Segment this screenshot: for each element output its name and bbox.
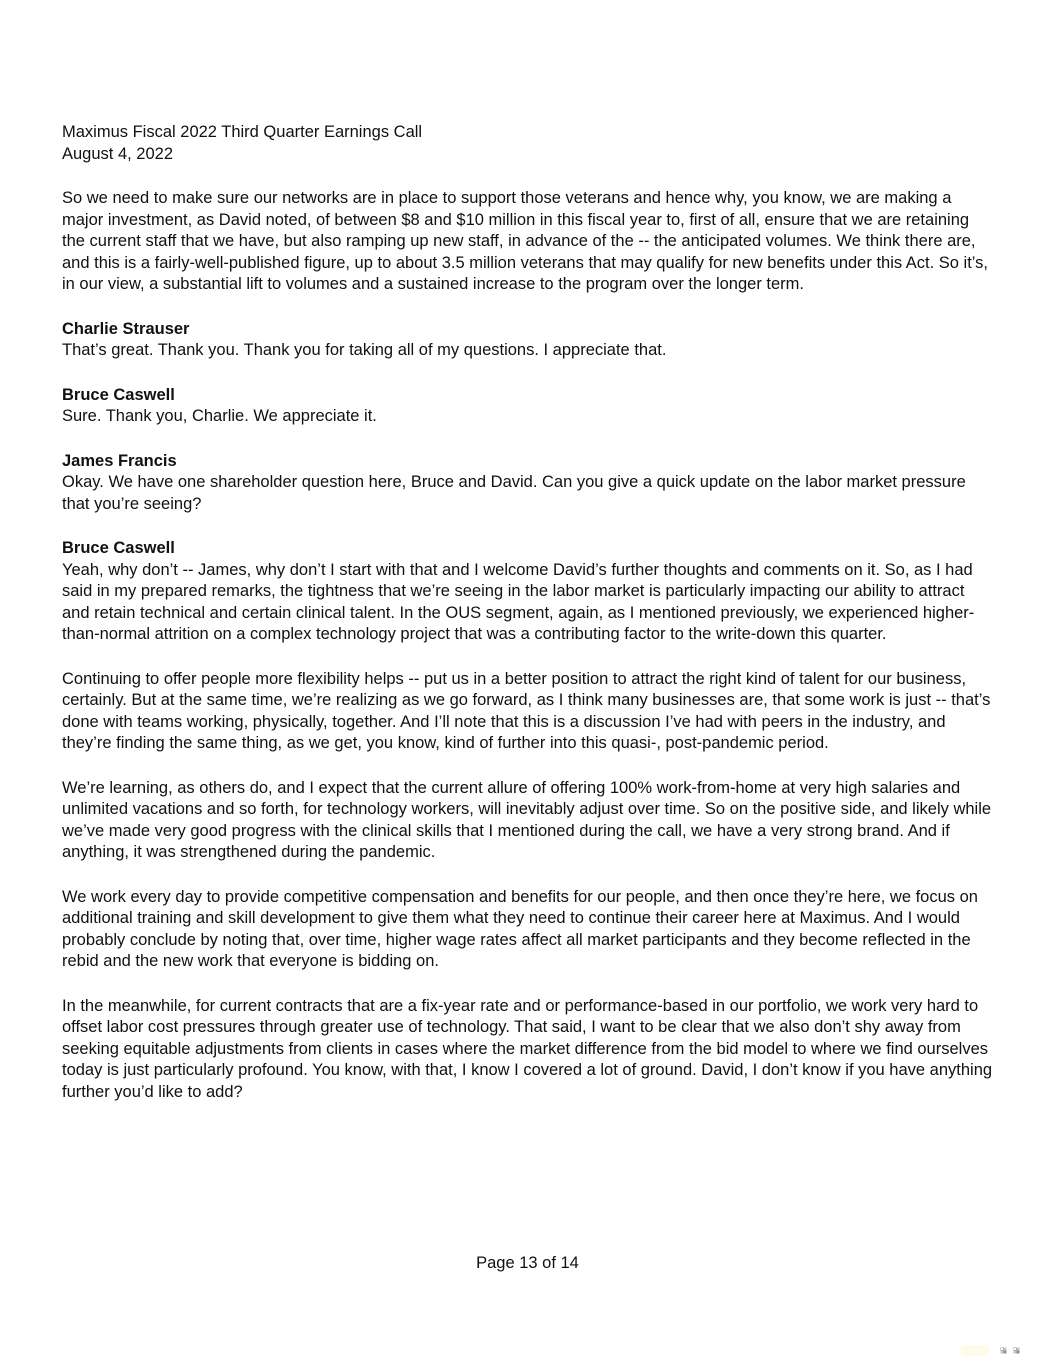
paragraph-flexibility: Continuing to offer people more flexibility helps -- put us in a better position to attract the right kind of talent for our business, certainly. But at the same time, we’re realizing as we go forward, as I think many businesses are, that some work is just -- that’s done with teams working, physically, together. And I’ll note that this is a discussion I’ve had with peers in the industry, and they’re finding the same thing, as we get, you know, kind of further into this quasi-, post-pandemic period. — [62, 669, 991, 752]
speaker-name: Bruce Caswell — [62, 385, 175, 404]
document-title: Maximus Fiscal 2022 Third Quarter Earnings Call — [62, 123, 423, 141]
document-date: August 4, 2022 — [62, 144, 174, 163]
scan-artifact-dots — [1001, 1348, 1006, 1353]
speaker-remarks: That’s great. Thank you. Thank you for taking all of my questions. I appreciate that. — [62, 341, 667, 359]
speaker-block-james-francis — [62, 451, 993, 516]
paragraph-contracts: In the meanwhile, for current contracts that are a fix-year rate and or performance-based in our portfolio, we work very hard to offset labor cost pressures through greater use of technology. That said, I want to be clear that we also don’t shy away from seeking equitable adjustments from clients in cases where the market difference from the bid model to where we find ourselves today is just particularly profound. You know, with that, I know I covered a lot of ground. David, I don’t know if you have anything further you’d like to add? — [62, 996, 993, 1101]
scan-artifact-dots — [1014, 1348, 1019, 1353]
speaker-name: Charlie Strauser — [62, 319, 190, 338]
document-header — [62, 122, 993, 165]
speaker-remarks: Okay. We have one shareholder question here, Bruce and David. Can you give a quick update on the labor market pressure that you’re seeing? — [62, 473, 966, 513]
speaker-name: James Francis — [62, 451, 177, 470]
speaker-block-bruce-caswell-2 — [62, 538, 993, 646]
paragraph-compensation: We work every day to provide competitive compensation and benefits for our people, and then once they’re here, we focus on additional training and skill development to give them what they need to continue their career here at Maximus. And I would probably conclude by noting that, over time, higher wage rates affect all market participants and they become reflected in the rebid and the new work that everyone is bidding on. — [62, 887, 978, 970]
paragraph-work-from-home: We’re learning, as others do, and I expect that the current allure of offering 100% work-from-home at very high salaries and unlimited vacations and so forth, for technology workers, will inevitably adjust over time. So on the positive side, and likely while we’ve made very good progress with the clinical skills that I mentioned during the call, we have a very strong brand. And if anything, it was strengthened during the pandemic. — [62, 778, 992, 861]
document-content — [62, 122, 993, 1103]
speaker-block-charlie-strauser — [62, 319, 993, 362]
speaker-name: Bruce Caswell — [62, 539, 175, 557]
speaker-remarks: Sure. Thank you, Charlie. We appreciate it. — [62, 407, 377, 425]
speaker-block-bruce-caswell-1 — [62, 385, 993, 428]
scan-artifact-smudge — [960, 1345, 990, 1356]
speaker-remarks: Yeah, why don’t -- James, why don’t I start with that and I welcome David’s further thoughts and comments on it. So, as I had said in my prepared remarks, the tightness that we’re seeing in the labor market is particularly impacting our ability to attract and retain technical and certain clinical talent. In the OUS segment, again, as I mentioned previously, we experienced higher-than-normal attrition on a complex technology project that was a contributing factor to the write-down this quarter. — [62, 560, 975, 643]
paragraph-continuation-intro: So we need to make sure our networks are in place to support those veterans and hence why, you know, we are making a major investment, as David noted, of between $8 and $10 million in this fiscal year to, first of all, ensure that we are retaining the current staff that we have, but also ramping up new staff, in advance of the -- the anticipated volumes. We think there are, and this is a fairly-well-published figure, up to about 3.5 million veterans that may qualify for new benefits under this Act. So it’s, in our view, a substantial lift to volumes and a sustained increase to the program over the longer term. — [62, 189, 989, 293]
page-number: Page 13 of 14 — [476, 1254, 579, 1272]
